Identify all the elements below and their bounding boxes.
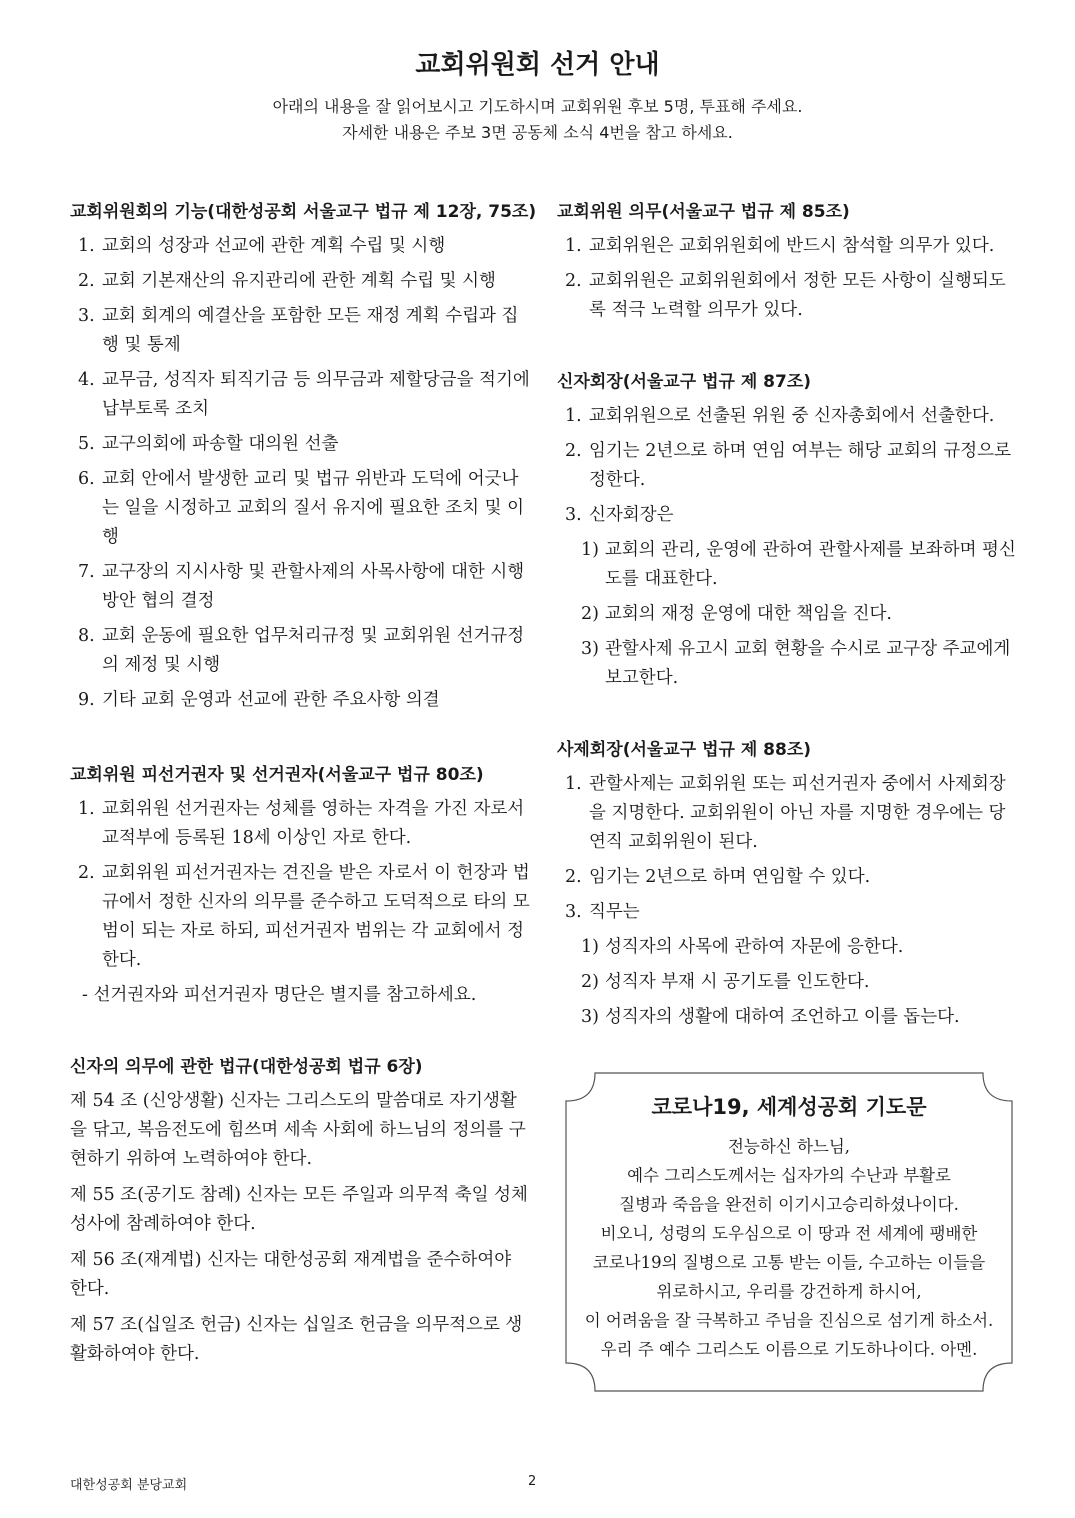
lay-chair-list xyxy=(557,402,1019,693)
sub-list-item: 2) 성직자 부재 시 공기도를 인도한다. xyxy=(581,972,870,992)
lay-chair-title: 신자회장(서울교구 법규 제 87조) xyxy=(557,372,812,392)
candidates-title: 교회위원 피선거권자 및 선거권자(서울교구 법규 80조) xyxy=(70,765,484,785)
list-item: 1. 교회위원은 교회위원회에 반드시 참석할 의무가 있다. xyxy=(565,236,995,256)
list-item: 3. 교회 회계의 예결산을 포함한 모든 재정 계획 수립과 집행 및 통제 xyxy=(78,306,519,355)
list-item: 2. 임기는 2년으로 하며 연임할 수 있다. xyxy=(565,867,871,887)
sub-list-item: 1) 성직자의 사목에 관하여 자문에 응한다. xyxy=(581,937,904,957)
list-item: 3. 직무는 xyxy=(565,902,640,922)
list-item: 1. 교회위원으로 선출된 위원 중 신자총회에서 선출한다. xyxy=(565,406,995,426)
list-item: 2. 임기는 2년으로 하며 연임 여부는 해당 교회의 규정으로 정한다. xyxy=(565,441,1011,490)
duties-paragraphs xyxy=(70,1087,532,1369)
functions-list xyxy=(70,232,532,715)
candidates-section xyxy=(70,763,532,1010)
sub-list-item: 1) 교회의 관리, 운영에 관하여 관할사제를 보좌하며 평신도를 대표한다. xyxy=(581,540,1016,589)
list-item: 6. 교회 안에서 발생한 교리 및 법규 위반과 도덕에 어긋나는 일을 시정하고 교회의 질서 유지에 필요한 조치 및 이행 xyxy=(78,469,524,547)
member-duty-section xyxy=(557,200,1019,331)
list-item: 1. 교회의 성장과 선교에 관한 계획 수립 및 시행 xyxy=(78,236,446,256)
list-item: 2. 교회 기본재산의 유지관리에 관한 계획 수립 및 시행 xyxy=(78,271,496,291)
list-item: 5. 교구의회에 파송할 대의원 선출 xyxy=(78,434,339,454)
clergy-chair-title: 사제회장(서울교구 법규 제 88조) xyxy=(557,740,812,760)
list-item: 4. 교무금, 성직자 퇴직기금 등 의무금과 제할당금을 적기에 납부토록 조치 xyxy=(78,370,530,419)
list-item: 2. 교회위원 피선거권자는 견진을 받은 자로서 이 헌장과 법규에서 정한 신자의 의무를 준수하고 도덕적으로 타의 모범이 되는 자로 하되, 피선거권자 범위는 각 교회에서 정한다. xyxy=(78,863,530,970)
page-number: 2 xyxy=(528,1474,537,1489)
intro-text xyxy=(0,94,1075,146)
clergy-chair-section xyxy=(557,738,1019,1038)
candidates-note: - 선거권자와 피선거권자 명단은 별지를 참고하세요. xyxy=(82,985,477,1005)
clergy-chair-list xyxy=(557,770,1019,1032)
prayer-line: 이 어려움을 잘 극복하고 주님을 진심으로 섬기게 하소서. xyxy=(584,1311,994,1330)
list-item: 8. 교회 운동에 필요한 업무처리규정 및 교회위원 선거규정의 제정 및 시행 xyxy=(78,626,525,675)
prayer-line: 전능하신 하느님, xyxy=(727,1137,851,1156)
duty-article: 제 55 조(공기도 참례) 신자는 모든 주일과 의무적 축일 성체성사에 참례하여야 한다. xyxy=(70,1185,528,1234)
intro-line-2: 자세한 내용은 주보 3면 공동체 소식 4번을 참고 하세요. xyxy=(342,123,733,142)
sub-list-item: 3) 성직자의 생활에 대하여 조언하고 이를 돕는다. xyxy=(581,1007,960,1027)
prayer-content xyxy=(565,1092,1013,1364)
list-item: 9. 기타 교회 운영과 선교에 관한 주요사항 의결 xyxy=(78,690,440,710)
candidates-list xyxy=(70,795,532,1010)
list-item: 1. 교회위원 선거권자는 성체를 영하는 자격을 가진 자로서 교적부에 등록된 18세 이상인 자로 한다. xyxy=(78,799,525,848)
duty-article: 제 56 조(재계법) 신자는 대한성공회 재계법을 준수하여야 한다. xyxy=(70,1250,512,1299)
member-duty-title: 교회위원 의무(서울교구 법규 제 85조) xyxy=(557,202,850,222)
prayer-line: 우리 주 예수 그리스도 이름으로 기도하나이다. 아멘. xyxy=(600,1340,978,1359)
functions-section xyxy=(70,200,537,721)
prayer-line: 질병과 죽음을 완전히 이기시고승리하셨나이다. xyxy=(619,1195,959,1214)
sub-list-item: 2) 교회의 재정 운영에 대한 책임을 진다. xyxy=(581,604,892,624)
list-item: 3. 신자회장은 xyxy=(565,505,674,525)
prayer-box xyxy=(565,1072,1013,1392)
duties-section xyxy=(70,1055,532,1376)
list-item: 2. 교회위원은 교회위원회에서 정한 모든 사항이 실행되도록 적극 노력할 의무가 있다. xyxy=(565,271,1006,320)
list-item: 1. 관할사제는 교회위원 또는 피선거권자 중에서 사제회장을 지명한다. 교회위원이 아닌 자를 지명한 경우에는 당연직 교회위원이 된다. xyxy=(565,774,1006,852)
list-item: 7. 교구장의 지시사항 및 관할사제의 사목사항에 대한 시행방안 협의 결정 xyxy=(78,562,525,611)
duties-title: 신자의 의무에 관한 법규(대한성공회 법규 6장) xyxy=(70,1057,423,1077)
page-title: 교회위원회 선거 안내 xyxy=(415,50,660,80)
member-duty-list xyxy=(557,232,1019,325)
prayer-line: 예수 그리스도께서는 십자가의 수난과 부활로 xyxy=(627,1166,951,1185)
intro-line-1: 아래의 내용을 잘 읽어보시고 기도하시며 교회위원 후보 5명, 투표해 주세요. xyxy=(272,97,803,116)
footer-church-name: 대한성공회 분당교회 xyxy=(70,1478,188,1493)
prayer-line: 위로하시고, 우리를 강건하게 하시어, xyxy=(656,1282,922,1301)
prayer-line: 코로나19의 질병으로 고통 받는 이들, 수고하는 이들을 xyxy=(592,1253,986,1272)
functions-title: 교회위원회의 기능(대한성공회 서울교구 법규 제 12장, 75조) xyxy=(70,202,537,222)
duty-article: 제 54 조 (신앙생활) 신자는 그리스도의 말씀대로 자기생활을 닦고, 복음전도에 힘쓰며 세속 사회에 하느님의 정의를 구현하기 위하여 노력하여야 한다. xyxy=(70,1091,526,1169)
prayer-line: 비오니, 성령의 도우심으로 이 땅과 전 세계에 팽배한 xyxy=(600,1224,978,1243)
lay-chair-section xyxy=(557,370,1019,699)
prayer-title: 코로나19, 세계성공회 기도문 xyxy=(651,1095,927,1119)
sub-list-item: 3) 관할사제 유고시 교회 현황을 수시로 교구장 주교에게 보고한다. xyxy=(581,639,1011,688)
duty-article: 제 57 조(십일조 헌금) 신자는 십일조 헌금을 의무적으로 생활화하여야 한다. xyxy=(70,1315,523,1364)
